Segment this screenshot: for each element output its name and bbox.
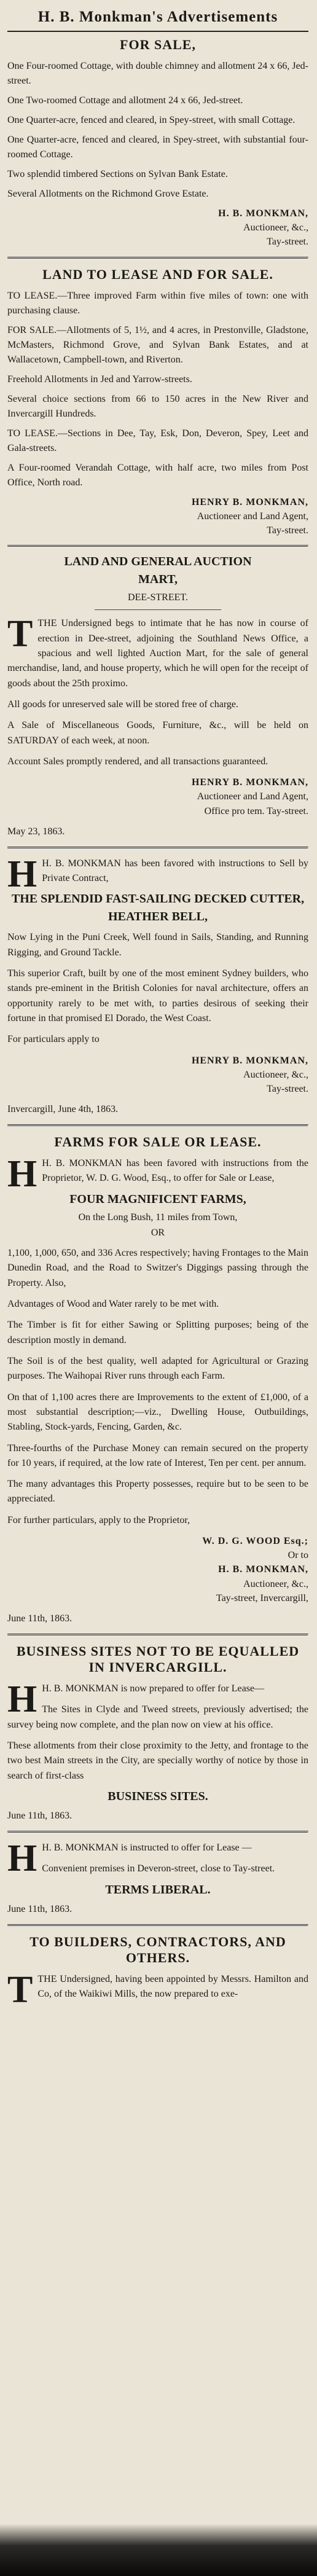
auction-signature [7, 775, 308, 818]
builders-text: THE Undersigned, having been appointed by Messrs. Hamilton and Co, of the Waikiwi Mills, the now prepared to exe- [37, 1973, 308, 1999]
lease-signature [7, 495, 308, 538]
section-divider [7, 1924, 308, 1927]
business-title: BUSINESS SITES. [108, 1789, 208, 1803]
signature-line: Tay-street. [267, 237, 308, 248]
lease-heading: LAND TO LEASE AND FOR SALE. [42, 266, 273, 282]
auction-date: May 23, 1863. [7, 826, 65, 837]
business-paragraph: These allotments from their close proximity to the Jetty, and frontage to the two best Main streets in the City, are specially worthy of notice by those in search of first-class [7, 1740, 308, 1781]
farms-date: June 11th, 1863. [7, 1613, 72, 1624]
sale-item: One Four-roomed Cottage, with double chimney and allotment 24 x 66, Jed-street. [7, 61, 308, 86]
heather-lead-text: H. B. MONKMAN has been favored with instructions to Sell by Private Contract, [42, 858, 308, 883]
mini-divider [95, 609, 221, 610]
lease-item: Several choice sections from 66 to 150 acres in the New River and Invercargill Hundreds. [7, 393, 308, 419]
sale-section [7, 37, 308, 249]
sale-signature [7, 206, 308, 249]
farms-paragraph: 1,100, 1,000, 650, and 336 Acres respectively; having Frontages to the Main Dunedin Road, and the Road to Switzer's Diggings passing through the Property. Also, [7, 1248, 308, 1288]
sale-item: One Two-roomed Cottage and allotment 24 x 66, Jed-street. [7, 95, 243, 106]
business-section [7, 1643, 308, 1823]
deveron-date: June 11th, 1863. [7, 1903, 72, 1914]
sale-item: Two splendid timbered Sections on Sylvan Bank Estate. [7, 169, 228, 179]
lease-item: TO LEASE.—Three improved Farm within five miles of town: one with purchasing clause. [7, 290, 308, 316]
drop-cap: H [7, 1837, 37, 1879]
heather-paragraph: This superior Craft, built by one of the most eminent Sydney builders, who stands pre-eminent in the British Colonies for naval architecture, offers an opportunity rarely to be met with, to parties desirous of seeking their fortune in that promised El Dorado, the West Coast. [7, 968, 308, 1024]
drop-cap: H [7, 1153, 37, 1196]
signature-name: HENRY B. MONKMAN, [191, 1055, 308, 1066]
lease-section [7, 267, 308, 538]
deveron-section [7, 1837, 308, 1917]
scan-shadow [0, 2524, 317, 2576]
heather-title: THE SPLENDID FAST-SAILING DECKED CUTTER, [11, 892, 305, 906]
auction-paragraph [7, 613, 308, 691]
signature-line: Tay-street. [267, 525, 308, 536]
auction-street: DEE-STREET. [128, 592, 188, 603]
deveron-paragraph: Convenient premises in Deveron-street, close to Tay-street. [42, 1863, 275, 1874]
builders-section [7, 1933, 308, 2011]
signature-line: Or to [288, 1550, 308, 1561]
builders-paragraph [7, 1968, 308, 2011]
farms-heading: FARMS FOR SALE OR LEASE. [54, 1134, 262, 1150]
heather-signature [7, 1054, 308, 1097]
heather-paragraph: For particulars apply to [7, 1034, 100, 1045]
section-divider [7, 1634, 308, 1636]
signature-line: Office pro tem. Tay-street. [204, 805, 308, 816]
sale-heading: FOR SALE, [120, 37, 196, 52]
deveron-title: TERMS LIBERAL. [105, 1882, 211, 1897]
builders-heading: TO BUILDERS, CONTRACTORS, AND OTHERS. [29, 1933, 286, 1965]
lease-item: Freehold Allotments in Jed and Yarrow-streets. [7, 374, 192, 385]
signature-line: Tay-street. [267, 1083, 308, 1094]
deveron-lead-text: H. B. MONKMAN is instructed to offer for Lease — [42, 1842, 252, 1853]
masthead: H. B. Monkman's Advertisements [7, 5, 308, 32]
farms-paragraph: The many advantages this Property possesses, require but to be seen to be appreciated. [7, 1479, 308, 1505]
farms-paragraph: The Timber is fit for either Sawing or Splitting purposes; being of the description mostly in demand. [7, 1320, 308, 1345]
sale-item: One Quarter-acre, fenced and cleared, in Spey-street, with substantial four-roomed Cottage. [7, 135, 308, 160]
drop-cap: H [7, 853, 37, 895]
heather-section [7, 853, 308, 1117]
signature-name: HENRY B. MONKMAN, [191, 496, 308, 507]
auction-subheading: MART, [138, 573, 178, 587]
farms-lead-text: H. B. MONKMAN has been favored with instructions from the Proprietor, W. D. G. Wood, Esq., to offer for Sale or Lease, [42, 1158, 308, 1184]
drop-cap: T [7, 1968, 33, 2011]
section-divider [7, 1831, 308, 1833]
lease-item: A Four-roomed Verandah Cottage, with half acre, two miles from Post Office, North road. [7, 462, 308, 488]
auction-paragraph: A Sale of Miscellaneous Goods, Furniture, &c., will be held on SATURDAY of each week, at noon. [7, 720, 308, 746]
heather-lead [7, 853, 308, 895]
heather-paragraph: Now Lying in the Puni Creek, Well found in Sails, Standing, and Running Rigging, and Ground Tackle. [7, 932, 308, 958]
sale-item: One Quarter-acre, fenced and cleared, in Spey-street, with small Cottage. [7, 115, 295, 125]
section-divider [7, 545, 308, 547]
farms-title: FOUR MAGNIFICENT FARMS, [69, 1192, 246, 1206]
heather-name: HEATHER BELL, [108, 910, 208, 924]
business-lead-text: H. B. MONKMAN is now prepared to offer for Lease— [42, 1683, 265, 1694]
section-divider [7, 847, 308, 849]
farms-paragraph: On that of 1,100 acres there are Improvements to the extent of £1,000, of a most substantial description;—viz., Dwelling House, Outbuildings, Stabling, Stock-yards, Fencing, Garden, &c. [7, 1392, 308, 1433]
business-date: June 11th, 1863. [7, 1810, 72, 1821]
drop-cap: H [7, 1678, 37, 1720]
signature-line: Auctioneer and Land Agent, [197, 511, 308, 522]
heather-date: Invercargill, June 4th, 1863. [7, 1104, 119, 1115]
auction-paragraph: All goods for unreserved sale will be stored free of charge. [7, 699, 239, 710]
signature-name: H. B. MONKMAN, [218, 208, 308, 219]
signature-line: Auctioneer, &c., [243, 222, 308, 233]
farms-paragraph: The Soil is of the best quality, well adapted for Agricultural or Grazing purposes. The Waihopai River runs through each Farm. [7, 1355, 308, 1382]
business-paragraph: The Sites in Clyde and Tweed streets, previously advertised; the survey being now complete, and the plan now on view at his office. [7, 1704, 308, 1730]
farms-lead [7, 1153, 308, 1196]
signature-name: HENRY B. MONKMAN, [191, 777, 308, 788]
lease-item: FOR SALE.—Allotments of 5, 1½, and 4 acres, in Prestonville, Gladstone, McMasters, Richmond Grove, and Sylvan Bank Estates, and at Wallacetown, Campbell-town, and Riverton. [7, 324, 308, 365]
farms-section [7, 1134, 308, 1626]
farms-signature [7, 1534, 308, 1605]
signature-name: H. B. MONKMAN, [218, 1564, 308, 1575]
auction-paragraph: Account Sales promptly rendered, and all transactions guaranteed. [7, 756, 268, 767]
business-heading: BUSINESS SITES NOT TO BE EQUALLED IN INVERCARGILL. [16, 1643, 300, 1675]
farms-paragraph: Three-fourths of the Purchase Money can remain secured on the property for 10 years, if required, at the low rate of Interest, Ten per cent. per annum. [7, 1443, 308, 1468]
sale-item: Several Allotments on the Richmond Grove Estate. [7, 189, 209, 199]
farms-paragraph: For further particulars, apply to the Proprietor, [7, 1514, 190, 1525]
signature-line: Auctioneer and Land Agent, [197, 791, 308, 802]
signature-name: W. D. G. WOOD Esq.; [202, 1536, 308, 1547]
farms-subtitle: On the Long Bush, 11 miles from Town, [78, 1212, 238, 1223]
farms-or: OR [151, 1227, 165, 1238]
section-divider [7, 1124, 308, 1127]
signature-line: Tay-street, Invercargill, [216, 1592, 308, 1603]
farms-paragraph: Advantages of Wood and Water rarely to be met with. [7, 1299, 219, 1309]
auction-section [7, 555, 308, 839]
section-divider [7, 257, 308, 259]
drop-cap: T [7, 613, 33, 656]
auction-heading: LAND AND GENERAL AUCTION [64, 555, 252, 569]
auction-text: THE Undersigned begs to intimate that he has now in course of erection in Dee-street, adjoining the Southland News Office, a spacious and well lighted Auction Mart, for the sale of general merchandise, land, and house property, which he will open for the receipt of goods about the 25th proximo. [7, 618, 308, 689]
signature-line: Auctioneer, &c., [243, 1578, 308, 1589]
signature-line: Auctioneer, &c., [243, 1069, 308, 1080]
lease-item: TO LEASE.—Sections in Dee, Tay, Esk, Don, Deveron, Spey, Leet and Gala-streets. [7, 428, 308, 453]
